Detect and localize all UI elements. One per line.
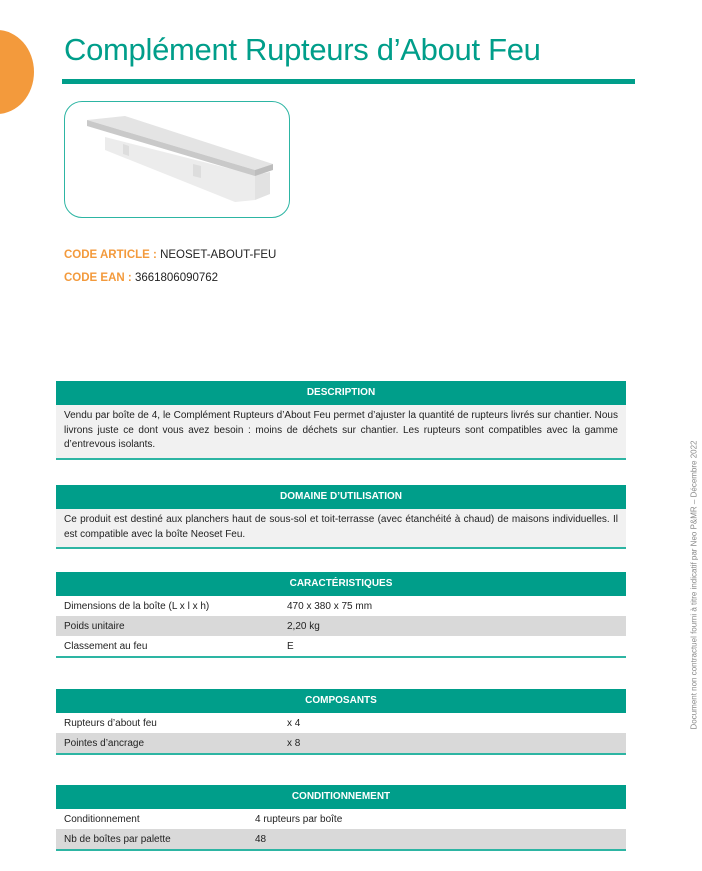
domaine-section — [56, 485, 626, 549]
page-title: Complément Rupteurs d’About Feu — [64, 32, 541, 67]
code-article-label: CODE ARTICLE : — [64, 249, 157, 261]
row-label: Rupteurs d’about feu — [64, 717, 157, 729]
composants-table — [56, 713, 626, 755]
domaine-heading: DOMAINE D’UTILISATION — [56, 485, 626, 509]
row-label: Conditionnement — [64, 813, 140, 825]
code-ean-value: 3661806090762 — [134, 272, 219, 284]
table-row — [56, 636, 626, 657]
conditionnement-table — [56, 809, 626, 851]
caracteristiques-table — [56, 596, 626, 658]
row-value: 48 — [247, 829, 626, 850]
table-row — [56, 809, 626, 829]
conditionnement-heading: CONDITIONNEMENT — [56, 785, 626, 809]
code-ean-label: CODE EAN : — [64, 272, 132, 284]
code-article-line — [64, 247, 276, 270]
row-value: E — [279, 636, 626, 657]
row-label: Poids unitaire — [56, 616, 279, 636]
title-underline — [62, 79, 635, 84]
table-row — [56, 616, 626, 636]
domaine-text: Ce produit est destiné aux planchers haut de sous-sol et toit-terrasse (avec étanchéité à chaud) de maisons individuelles. Il est compatible avec la boîte Neoset Feu. — [56, 509, 626, 549]
row-label: Pointes d’ancrage — [56, 733, 279, 754]
table-row — [56, 829, 626, 850]
rupteur-illustration — [65, 102, 289, 217]
description-heading: DESCRIPTION — [56, 381, 626, 405]
disclaimer-vertical-text: Document non contractuel fourni à titre indicatif par Neo P&MR – Décembre 2022 — [689, 440, 699, 730]
caracteristiques-heading: CARACTÉRISTIQUES — [56, 572, 626, 596]
row-label: Classement au feu — [56, 636, 279, 657]
row-label: Dimensions de la boîte (L x l x h) — [64, 600, 210, 612]
row-value: 2,20 kg — [279, 616, 626, 636]
row-value: 4 rupteurs par boîte — [255, 813, 343, 825]
row-value: 470 x 380 x 75 mm — [287, 600, 373, 612]
orange-decorative-circle — [0, 30, 34, 114]
caracteristiques-section — [56, 572, 626, 658]
product-codes — [64, 247, 276, 293]
description-section — [56, 381, 626, 460]
row-label: Nb de boîtes par palette — [56, 829, 247, 850]
code-article-value: NEOSET-ABOUT-FEU — [160, 249, 277, 261]
composants-section — [56, 689, 626, 755]
composants-heading: COMPOSANTS — [56, 689, 626, 713]
product-image — [64, 101, 290, 218]
table-row — [56, 596, 626, 616]
table-row — [56, 733, 626, 754]
description-text: Vendu par boîte de 4, le Complément Rupteurs d’About Feu permet d’ajuster la quantité de rupteurs livrés sur chantier. Nous livrons juste ce dont vous avez besoin : moins de déchets sur chantier. Les rupteurs sont compatibles avec la gamme d’entrevous isolants. — [56, 405, 626, 460]
row-value: x 8 — [279, 733, 626, 754]
conditionnement-section — [56, 785, 626, 851]
code-ean-line — [64, 270, 276, 293]
table-row — [56, 713, 626, 733]
row-value: x 4 — [287, 717, 301, 729]
